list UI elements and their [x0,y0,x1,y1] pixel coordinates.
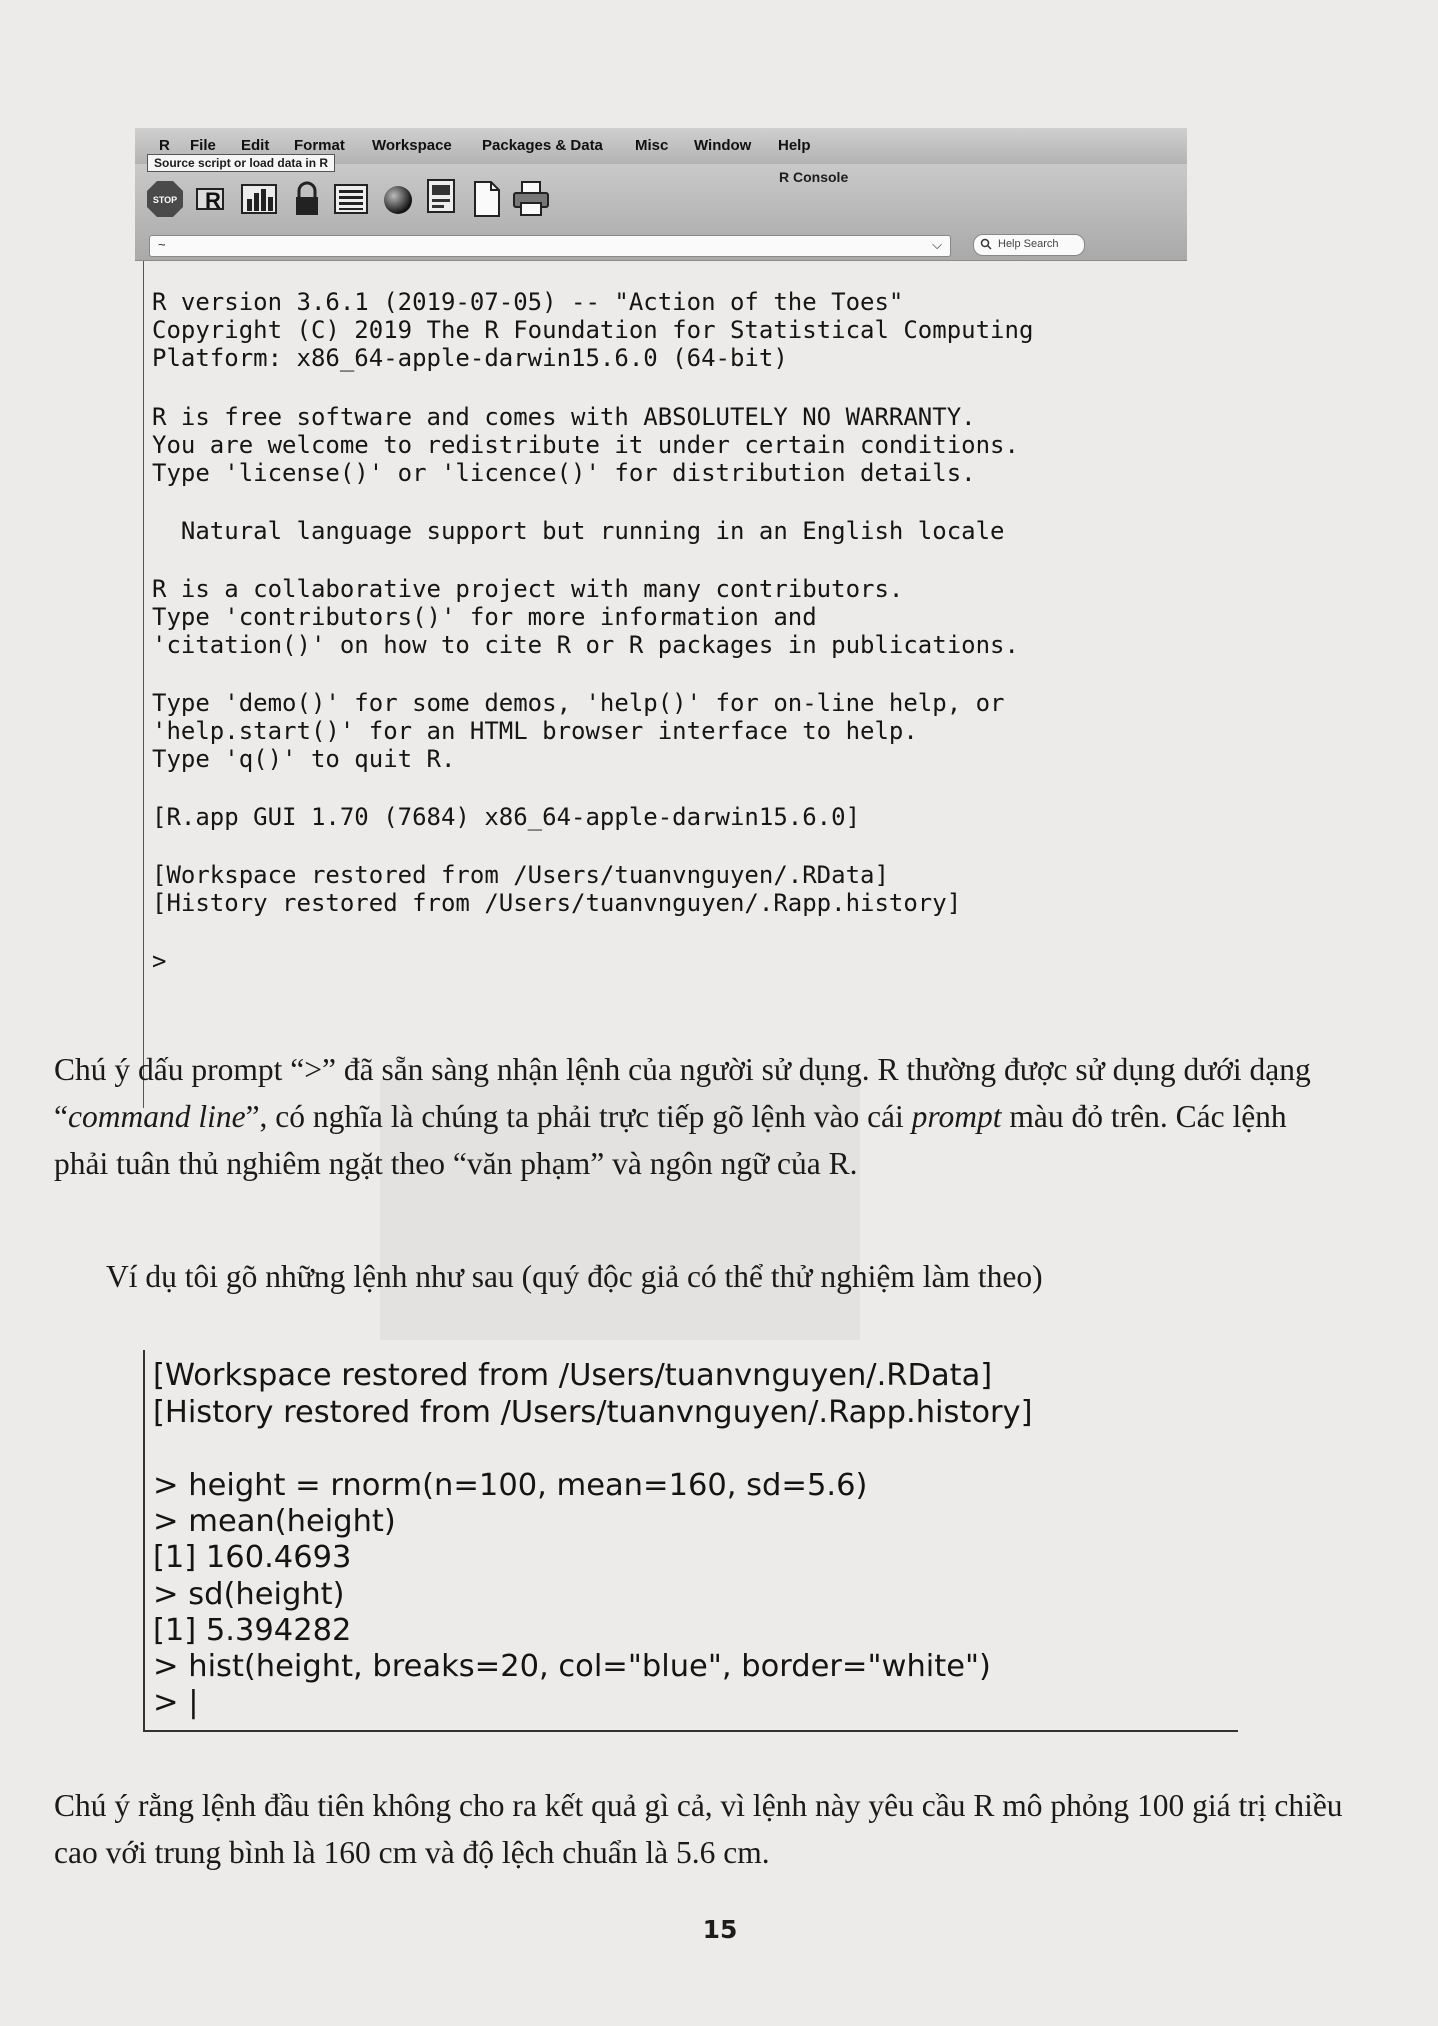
menu-r[interactable]: R [159,137,170,154]
console-line: Copyright (C) 2019 The R Foundation for Statistical Computing [152,316,1034,344]
window-title: R Console [779,169,849,185]
r-source-icon[interactable] [193,179,233,219]
text-run-italic: prompt [911,1099,1002,1134]
menu-packages-data[interactable]: Packages & Data [482,137,603,154]
code-line: > height = rnorm(n=100, mean=160, sd=5.6) [153,1468,868,1503]
svg-text:R: R [205,188,221,213]
code-line: [1] 5.394282 [153,1613,352,1648]
paragraph-first-command-note: Chú ý rằng lệnh đầu tiên không cho ra kết quả gì cả, vì lệnh này yêu cầu R mô phỏng 100 giá trị chiều cao với trung bình là 160 cm và độ lệch chuẩn là 5.6 cm. [54,1788,1343,1870]
toolbar-tooltip: Source script or load data in R [147,154,335,172]
menu-file[interactable]: File [190,137,216,154]
browser-icon[interactable] [422,177,462,217]
console-line: Type 'contributors()' for more information and [152,603,817,631]
search-icon [980,238,992,250]
console-line: [Workspace restored from /Users/tuanvnguyen/.RData] [152,861,889,889]
console-line: Platform: x86_64-apple-darwin15.6.0 (64-bit) [152,344,788,372]
console-output[interactable] [143,261,1188,1108]
list-icon[interactable] [331,179,371,219]
menu-edit[interactable]: Edit [241,137,270,154]
help-search-input[interactable] [973,234,1085,256]
code-line: [1] 160.4693 [153,1540,352,1575]
console-line: Natural language support but running in an English locale [152,517,1005,545]
code-line: > | [153,1685,199,1720]
text-run: Chú ý dấu prompt “>” đã sẵn sàng nhận lệnh của người sử dụng. R thường được sử dụng dưới dạng “ [54,1052,1311,1134]
console-line: Type 'demo()' for some demos, 'help()' for on-line help, or [152,689,1005,717]
console-line: R is free software and comes with ABSOLUTELY NO WARRANTY. [152,403,976,431]
console-prompt[interactable]: > [152,947,167,975]
print-icon[interactable] [511,179,551,219]
lock-icon[interactable] [287,179,327,219]
console-line: Type 'license()' or 'licence()' for distribution details. [152,459,976,487]
menu-workspace[interactable]: Workspace [372,137,452,154]
svg-text:STOP: STOP [152,195,178,205]
console-line: You are welcome to redistribute it under certain conditions. [152,431,1019,459]
dropdown-icon: ⌵ [932,237,942,252]
working-directory-field[interactable] [149,235,951,257]
code-line: > hist(height, breaks=20, col="blue", border="white") [153,1649,991,1684]
console-line: Type 'q()' to quit R. [152,745,456,773]
page-number: 15 [702,1915,738,1944]
text-run: màu đỏ trên. Các lệnh phải tuân thủ nghiêm ngặt theo “văn phạm” và ngôn ngữ của R. [54,1099,1287,1181]
code-line: [History restored from /Users/tuanvnguyen/.Rapp.history] [153,1395,1033,1430]
menu-window[interactable]: Window [694,137,752,154]
menu-misc[interactable]: Misc [635,137,669,154]
chart-icon[interactable] [239,179,279,219]
text-run: ”, có nghĩa là chúng ta phải trực tiếp gõ lệnh vào cái [245,1099,912,1134]
r-console-window [135,128,1187,1108]
paragraph-prompt-note [54,1046,1344,1187]
code-line: [Workspace restored from /Users/tuanvnguyen/.RData] [153,1358,993,1393]
text-run-italic: command line [67,1099,246,1134]
code-line: > sd(height) [153,1577,345,1612]
code-line: > mean(height) [153,1504,396,1539]
paragraph-example-intro: Ví dụ tôi gõ những lệnh như sau (quý độc giả có thể thử nghiệm làm theo) [106,1259,1043,1294]
sphere-icon[interactable] [378,179,418,219]
console-line: 'citation()' on how to cite R or R packages in publications. [152,631,1019,659]
code-block [143,1350,1238,1732]
console-line: 'help.start()' for an HTML browser interface to help. [152,717,918,745]
working-directory-value: ~ [158,237,166,252]
stop-icon[interactable] [145,179,185,219]
menu-format[interactable]: Format [294,137,345,154]
console-line: [R.app GUI 1.70 (7684) x86_64-apple-darwin15.6.0] [152,803,861,831]
new-document-icon[interactable] [467,179,507,219]
console-line: [History restored from /Users/tuanvnguyen/.Rapp.history] [152,889,962,917]
console-line: R is a collaborative project with many contributors. [152,575,904,603]
console-line: R version 3.6.1 (2019-07-05) -- "Action of the Toes" [152,288,904,316]
menu-help[interactable]: Help [778,137,811,154]
help-search-placeholder: Help Search [998,238,1059,250]
